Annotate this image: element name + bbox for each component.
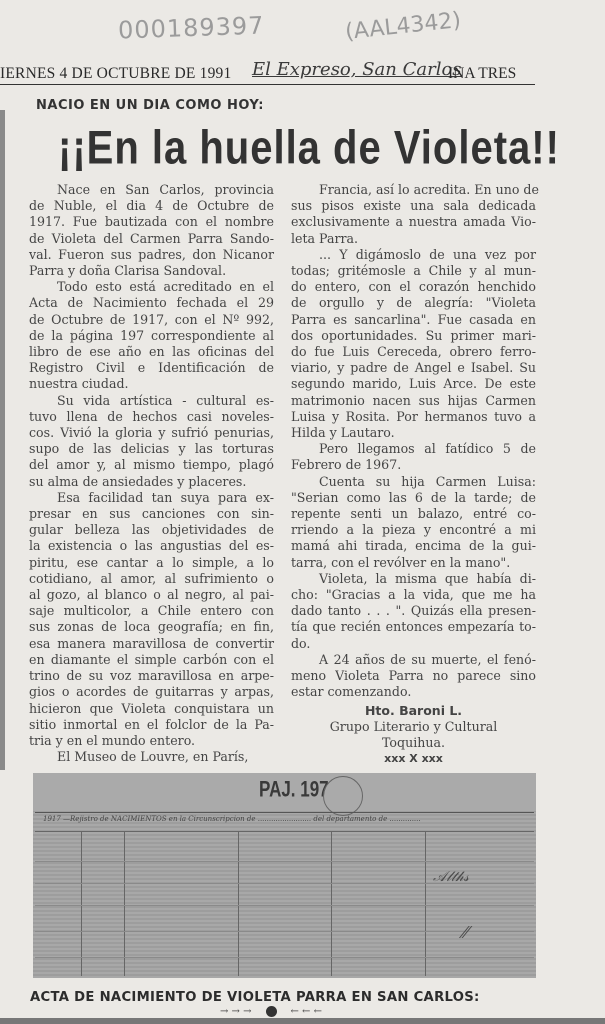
text-line: do entero, con el corazón henchido [291,279,536,295]
paragraph [291,474,536,571]
table-rule [35,957,534,958]
text-line: repente senti un balazo, entré co- [291,506,536,522]
text-line: en diamante el simple carbón con el [29,651,274,667]
author-name: Hto. Baroni L. [364,702,463,718]
paragraph [29,279,274,392]
paragraph [291,652,536,701]
paragraph [291,441,536,473]
text-line: Luisa y Rosita. Por hermanos tuvo a [291,408,536,424]
text-line: todas; gritémosle a Chile y al mun- [291,263,536,279]
text-line: sus zonas de loca geografía; en fin, [29,619,274,635]
text-line: cos. Vivió la gloria y sufrió penurias, [29,425,274,441]
scan-edge [0,110,5,770]
article-signature [291,703,536,768]
text-line: cho: "Gracias a la vida, que me ha [291,587,536,603]
birth-certificate-photo [33,773,536,978]
text-line: Parra es sancarlina". Fue casada en [291,311,536,327]
text-line: Esa facilidad tan suya para ex- [57,489,274,505]
text-line: mamá ahi tirada, encima de la gui- [291,538,536,554]
handwritten-flourish-icon: ⁄⁄ [463,923,469,942]
author-place: Toquihua. [382,734,445,750]
table-divider [238,831,239,976]
text-line: El Museo de Louvre, en París, [57,749,249,765]
text-line: ... Y digámoslo de una vez por [319,246,536,262]
text-line: Violeta, la misma que había di- [319,570,536,586]
text-line: dos oportunidades. Su primer mari- [291,327,536,343]
text-line: cotidiano, al amor, al sufrimiento o [29,570,274,586]
text-line: matrimonio nacen sus hijas Carmen [291,392,536,408]
text-line: estar comenzando. [291,684,412,700]
text-line: piritu, ese cantar a lo simple, a lo [29,554,274,570]
caption-ornament [220,1006,322,1017]
text-line: segundo marido, Luis Arce. De este [291,376,536,392]
text-line: gular belleza las objetividades de [29,522,274,538]
text-line: Acta de Nacimiento fechada el 29 [29,295,274,311]
text-line: nuestra ciudad. [29,376,129,392]
text-line: 1917. Fue bautizada con el nombre [29,214,274,230]
text-line: presar en sus canciones con sin- [29,506,274,522]
text-line: de orgullo y de alegría: "Violeta [291,295,536,311]
text-line: Registro Civil e Identificación de [29,360,274,376]
masthead-page: INA TRES [448,65,517,82]
text-line: do. [291,635,311,651]
text-line: hicieron que Violeta conquistara un [29,700,274,716]
text-line: de Violeta del Carmen Parra Sando- [29,230,274,246]
table-rule [35,861,534,862]
text-line: tarra, con el revólver en la mano". [291,554,511,570]
text-line: del amor y, al mismo tiempo, plagó [29,457,274,473]
text-line: libro de ese año en las oficinas del [29,344,274,360]
article-headline: ¡¡En la huella de Violeta!! [58,122,560,174]
text-line: Hilda y Lautaro. [291,425,395,441]
text-line: saje multicolor, a Chile entero con [29,603,274,619]
handwritten-archive-number: 000189397 [117,11,265,45]
text-line: gios o acordes de guitarras y arpas, [29,684,274,700]
register-heading: 1917 —Rejistro de NACIMIENTOS en la Circunscripcion de ........................ del departamento de .............. [43,815,421,823]
paragraph [29,182,274,279]
paragraph [29,749,274,765]
paragraph [291,247,536,441]
column-right-body [291,182,539,701]
paragraph [291,182,539,247]
text-line: sitio inmortal en el folclor de la Pa- [29,716,274,732]
table-rule [35,931,534,932]
handwritten-catalog-code: (AAL4342) [344,7,463,46]
text-line: rriendo a la pieza y encontré a mi [291,522,536,538]
text-line: Cuenta su hija Carmen Luisa: [319,473,536,489]
text-line: tía que recién entonces empezaría to- [291,619,536,635]
paragraph [291,571,536,652]
table-divider [331,831,332,976]
text-line: de Nuble, el dia 4 de Octubre de [29,198,274,214]
text-line: do fue Luis Cereceda, obrero ferro- [291,344,536,360]
article-column-right [291,182,539,767]
table-divider [124,831,125,976]
seal-stamp-icon [323,776,363,816]
text-line: trino de su voz maravillosa en arpe- [29,668,274,684]
text-line: A 24 años de su muerte, el fenó- [319,651,536,667]
text-line: exclusivamente a nuestra amada Vio- [291,214,536,230]
text-line: de Octubre de 1917, con el Nº 992, [29,311,274,327]
photo-caption: ACTA DE NACIMIENTO DE VIOLETA PARRA EN SAN CARLOS: [30,990,480,1005]
text-line: Francia, así lo acredita. En uno de [319,182,539,197]
text-line: Nace en San Carlos, provincia [57,182,274,197]
text-line: supo de las delicias y las torturas [29,441,274,457]
page-masthead [0,59,535,85]
handwritten-signature-icon: 𝒜𝓁𝓉𝒽𝓈 [433,869,469,885]
text-line: Parra y doña Clarisa Sandoval. [29,263,227,279]
article-column-left [29,182,274,765]
text-line: la existencia o las angustias del es- [29,538,274,554]
scan-bottom-edge [0,1018,605,1024]
text-line: leta Parra. [291,230,359,246]
text-line: Su vida artística - cultural es- [57,392,274,408]
text-line: meno Violeta Parra no parece sino [291,668,536,684]
text-line: "Serian como las 6 de la tarde; de [291,489,536,505]
certificate-page-label: PAJ. 197 [259,777,329,802]
text-line: dado tanto . . . ". Quizás ella presen- [291,603,536,619]
text-line: tria y en el mundo entero. [29,732,196,748]
text-line: tuvo llena de hechos casi noveles- [29,408,274,424]
masthead-date: IERNES 4 DE OCTUBRE DE 1991 [0,65,232,82]
table-divider [425,831,426,976]
author-group: Grupo Literario y Cultural [329,718,498,734]
table-rule [35,905,534,906]
text-line: de la página 197 correspondiente al [29,327,274,343]
text-line: Pero llegamos al fatídico 5 de [319,441,536,457]
left-arrows-icon: ← ← ← [290,1006,322,1017]
text-line: esa manera maravillosa de convertir [29,635,274,651]
text-line: Febrero de 1967. [291,457,402,473]
handwritten-source-note: El Expreso, San Carlos [252,59,462,80]
article-kicker: NACIO EN UN DIA COMO HOY: [36,98,264,113]
table-divider [81,831,82,976]
paragraph [29,393,274,490]
text-line: sus pisos existe una sala dedicada [291,198,536,214]
text-line: su alma de ansiedades y placeres. [29,473,247,489]
text-line: val. Fueron sus padres, don Nicanor [29,246,274,262]
article-end-mark: xxx X xxx [384,752,443,766]
bullet-dot-icon [266,1006,277,1017]
text-line: al gozo, al blanco o al negro, al pai- [29,587,274,603]
text-line: Todo esto está acreditado en el [57,279,274,295]
text-line: viario, y padre de Angel e Isabel. Su [291,360,536,376]
paragraph [29,490,274,749]
right-arrows-icon: → → → [220,1006,252,1017]
